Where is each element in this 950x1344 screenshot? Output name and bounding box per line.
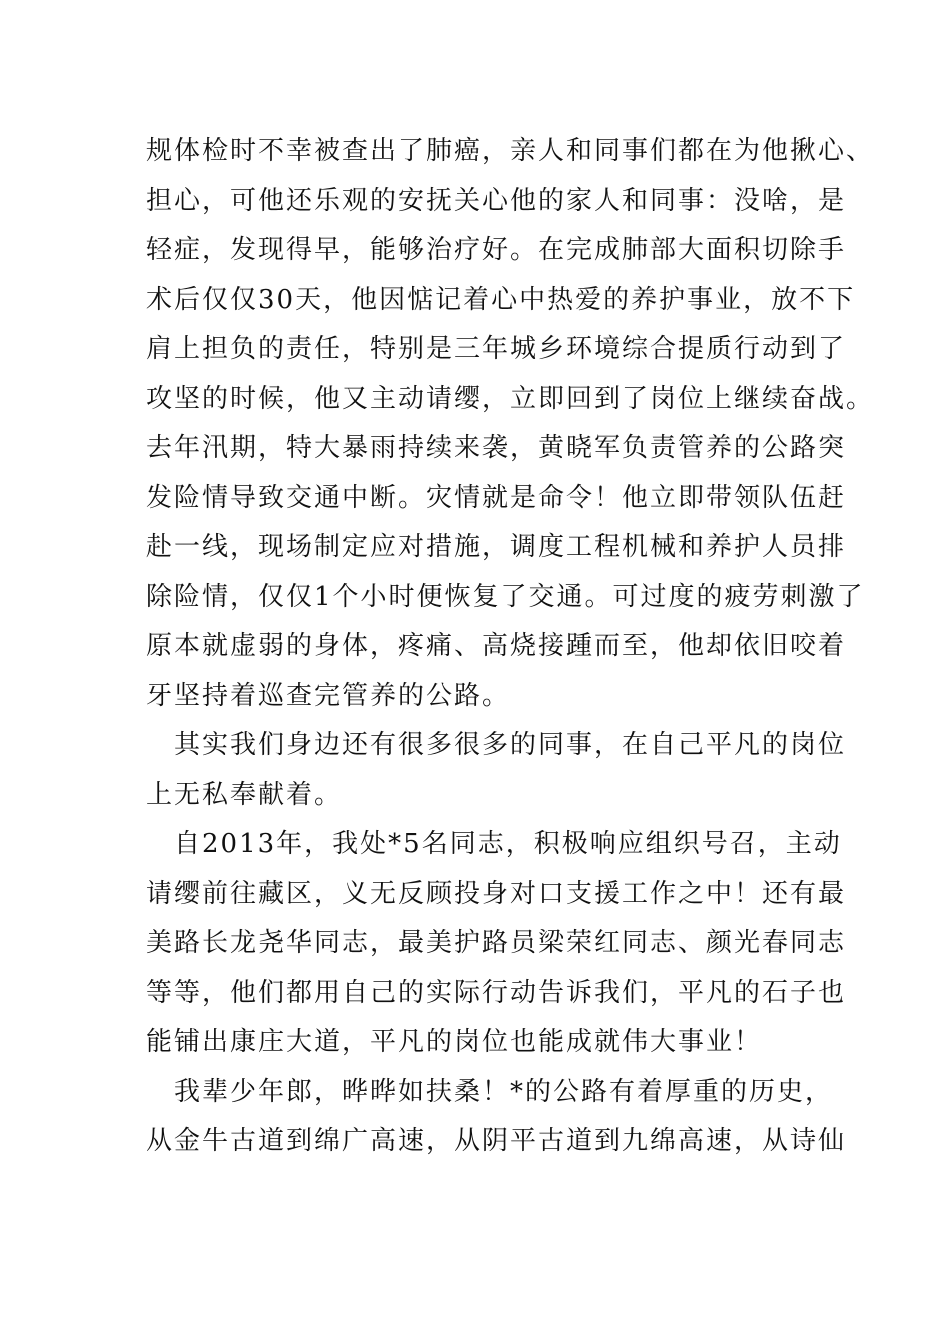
text-line: 美路长龙尧华同志，最美护路员梁荣红同志、颜光春同志 (146, 928, 847, 958)
text-line: 上无私奉献着。 (146, 779, 343, 810)
text-line: 从金牛古道到绵广高速，从阴平古道到九绵高速，从诗仙 (146, 1126, 847, 1156)
text-line: 等等，他们都用自己的实际行动告诉我们，平凡的石子也 (146, 977, 847, 1008)
text-line: 其实我们身边还有很多很多的同事，在自己平凡的岗位 (146, 730, 847, 760)
text-line: 能铺出康庄大道，平凡的岗位也能成就伟大事业！ (146, 1027, 763, 1057)
text-line: 担心，可他还乐观的安抚关心他的家人和同事：没啥，是 (146, 185, 847, 216)
text-line: 去年汛期，特大暴雨持续来袭，黄晓军负责管养的公路突 (146, 433, 847, 463)
text-line: 除险情，仅仅1个小时便恢复了交通。可过度的疲劳刺激了 (146, 581, 865, 612)
text-line: 自2013年，我处*5名同志，积极响应组织号召，主动 (146, 829, 842, 859)
text-line: 术后仅仅30天，他因惦记着心中热爱的养护事业，放不下 (146, 284, 856, 315)
text-line: 轻症，发现得早，能够治疗好。在完成肺部大面积切除手 (146, 235, 847, 265)
text-line: 攻坚的时候，他又主动请缨，立即回到了岗位上继续奋战。 (146, 383, 875, 414)
text-line: 发险情导致交通中断。灾情就是命令！他立即带领队伍赶 (146, 482, 847, 513)
text-line: 原本就虚弱的身体，疼痛、高烧接踵而至，他却依旧咬着 (146, 631, 847, 661)
text-line: 规体检时不幸被查出了肺癌，亲人和同事们都在为他揪心、 (146, 136, 875, 166)
text-line: 请缨前往藏区，义无反顾投身对口支援工作之中！还有最 (146, 878, 847, 909)
body-text (146, 127, 875, 1167)
text-line: 肩上担负的责任，特别是三年城乡环境综合提质行动到了 (146, 334, 847, 364)
text-line: 赴一线，现场制定应对措施，调度工程机械和养护人员排 (146, 532, 847, 562)
text-line: 牙坚持着巡查完管养的公路。 (146, 680, 511, 711)
text-line: 我辈少年郎，晔晔如扶桑！*的公路有着厚重的历史， (146, 1076, 834, 1107)
